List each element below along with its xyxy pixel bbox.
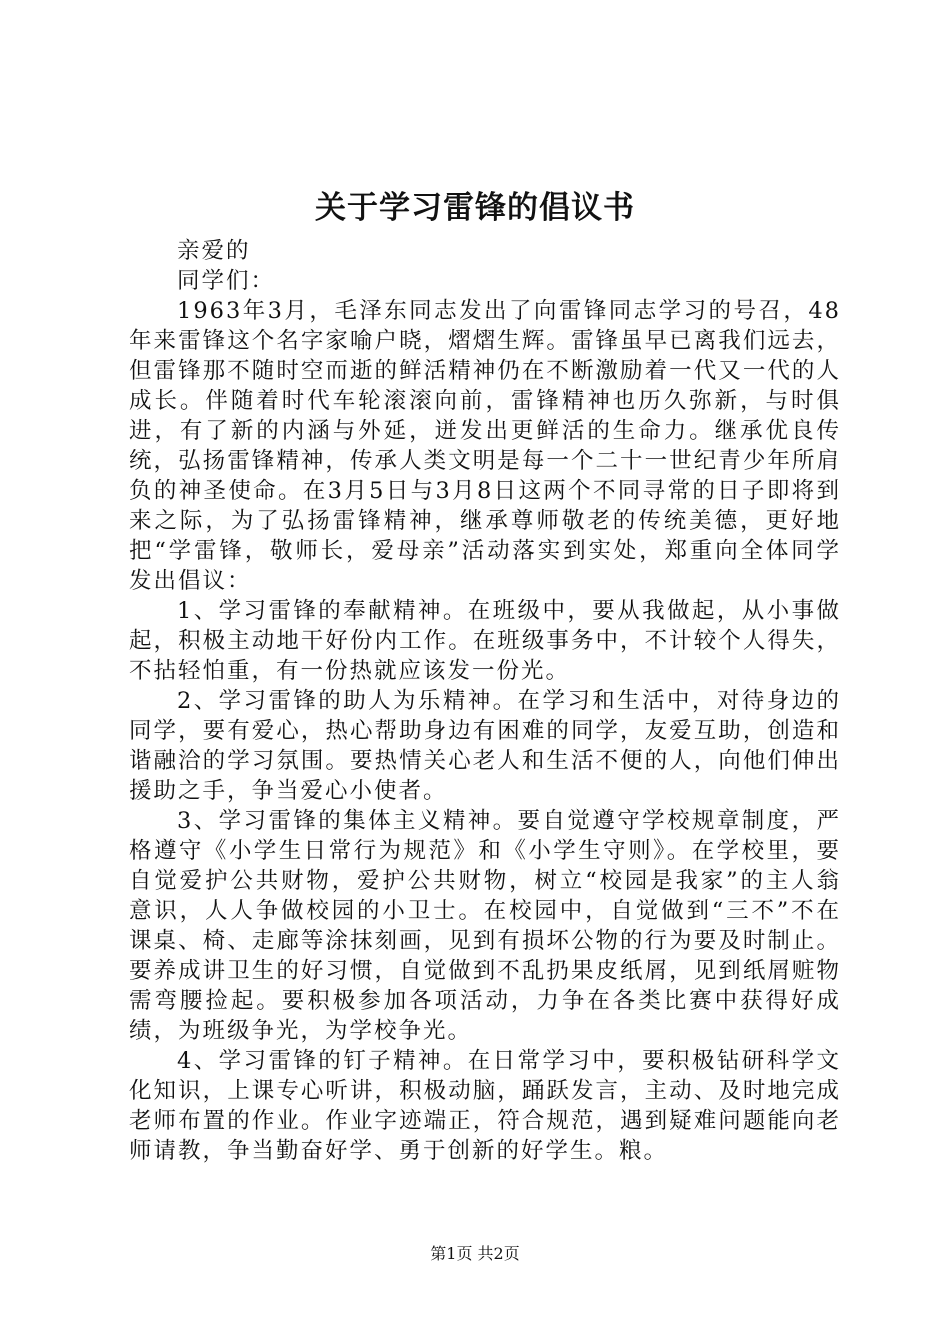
greeting-line-1: 亲爱的 bbox=[177, 238, 251, 264]
proposal-item-2: 2、学习雷锋的助人为乐精神。在学习和生活中，对待身边的同学，要有爱心，热心帮助身边有困难的同学，友爱互助，创造和谐融洽的学习氛围。要热情关心老人和生活不便的人，向他们伸出援助之手，争当爱心小使者。 bbox=[129, 688, 841, 804]
intro-paragraph: 1963年3月，毛泽东同志发出了向雷锋同志学习的号召，48年来雷锋这个名字家喻户晓，熠熠生辉。雷锋虽早已离我们远去，但雷锋那不随时空而逝的鲜活精神仍在不断激励着一代又一代的人成长。伴随着时代车轮滚滚向前，雷锋精神也历久弥新，与时俱进，有了新的内涵与外延，迸发出更鲜活的生命力。继承优良传统，弘扬雷锋精神，传承人类文明是每一个二十一世纪青少年所肩负的神圣使命。在3月5日与3月8日这两个不同寻常的日子即将到来之际，为了弘扬雷锋精神，继承尊师敬老的传统美德，更好地把“学雷锋，敬师长，爱母亲”活动落实到实处，郑重向全体同学发出倡议： bbox=[129, 298, 841, 594]
document-body bbox=[129, 236, 841, 1166]
greeting-line-2: 同学们： bbox=[177, 268, 276, 294]
proposal-item-3: 3、学习雷锋的集体主义精神。要自觉遵守学校规章制度，严格遵守《小学生日常行为规范》和《小学生守则》。在学校里，要自觉爱护公共财物，爱护公共财物，树立“校园是我家”的主人翁意识，人人争做校园的小卫士。在校园中，自觉做到“三不”不在课桌、椅、走廊等涂抹刻画，见到有损坏公物的行为要及时制止。要养成讲卫生的好习惯，自觉做到不乱扔果皮纸屑，见到纸屑赃物需弯腰捡起。要积极参加各项活动，力争在各类比赛中获得好成绩，为班级争光，为学校争光。 bbox=[129, 808, 841, 1044]
proposal-item-4: 4、学习雷锋的钉子精神。在日常学习中，要积极钻研科学文化知识，上课专心听讲，积极动脑，踊跃发言，主动、及时地完成老师布置的作业。作业字迹端正，符合规范，遇到疑难问题能向老师请教，争当勤奋好学、勇于创新的好学生。粮。 bbox=[129, 1048, 841, 1164]
document-title: 关于学习雷锋的倡议书 bbox=[315, 190, 635, 226]
proposal-item-1: 1、学习雷锋的奉献精神。在班级中，要从我做起，从小事做起，积极主动地干好份内工作。在班级事务中，不计较个人得失，不拈轻怕重，有一份热就应该发一份光。 bbox=[129, 598, 841, 684]
page-footer: 第1页 共2页 bbox=[430, 1244, 520, 1263]
